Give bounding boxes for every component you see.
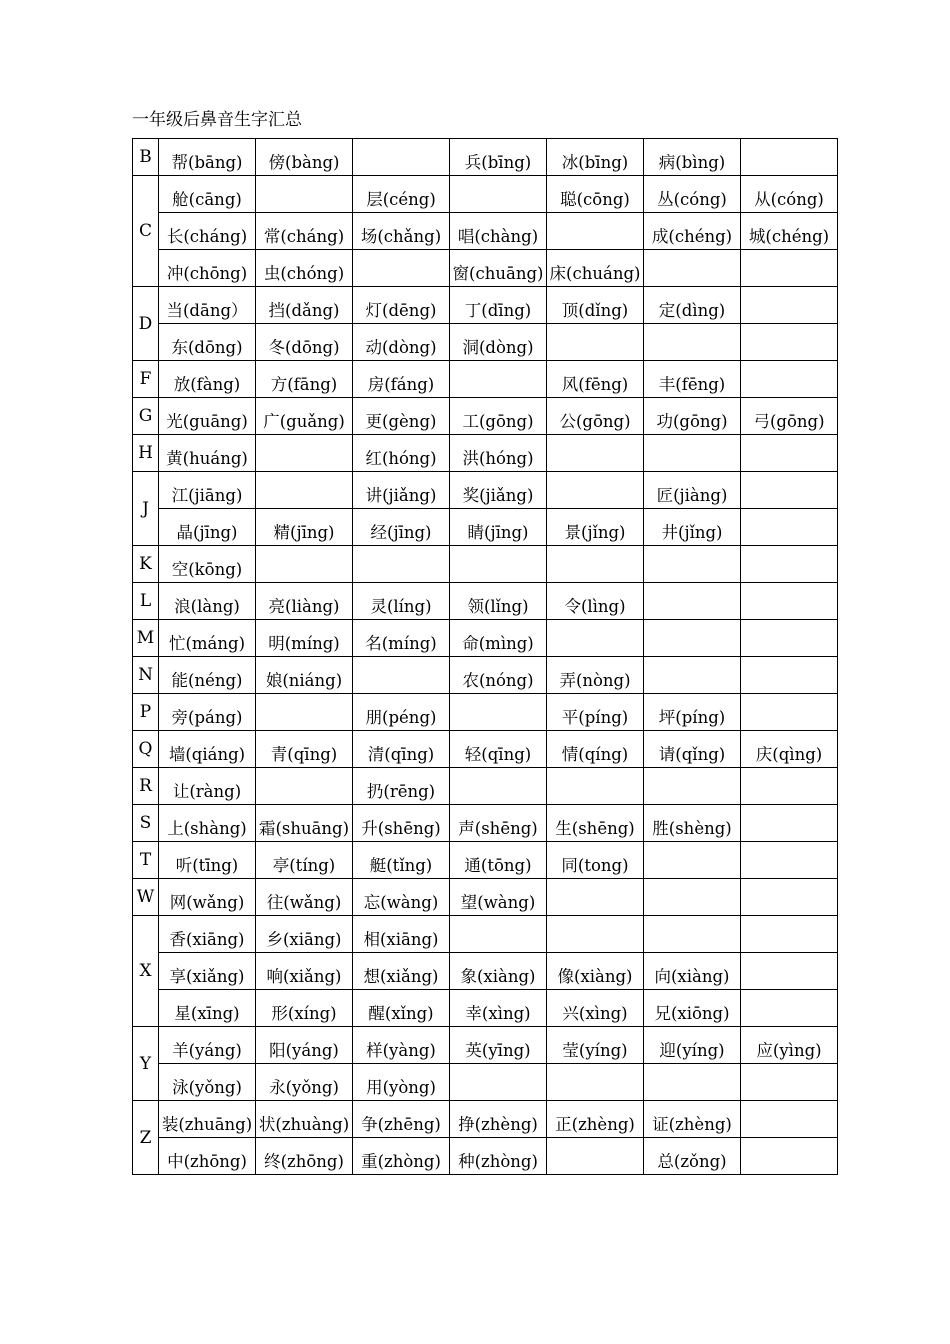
character-cell: 向(xiàng): [644, 953, 741, 990]
character-cell: 定(dìng): [644, 287, 741, 324]
character-cell: 亮(liàng): [256, 583, 353, 620]
character-cell: [450, 1064, 547, 1101]
table-row: [133, 250, 838, 287]
character-cell: [450, 916, 547, 953]
character-cell: 虫(chóng): [256, 250, 353, 287]
character-cell: 用(yòng): [353, 1064, 450, 1101]
character-cell: 平(píng): [547, 694, 644, 731]
character-cell: [547, 213, 644, 250]
character-cell: 上(shàng): [159, 805, 256, 842]
character-cell: [547, 435, 644, 472]
character-cell: [741, 509, 838, 546]
character-cell: 舱(cāng): [159, 176, 256, 213]
character-cell: 状(zhuàng): [256, 1101, 353, 1138]
character-cell: 洞(dòng): [450, 324, 547, 361]
character-cell: [644, 546, 741, 583]
character-cell: [353, 657, 450, 694]
character-cell: [644, 620, 741, 657]
character-cell: 象(xiàng): [450, 953, 547, 990]
character-cell: 乡(xiāng): [256, 916, 353, 953]
character-cell: 挡(dǎng): [256, 287, 353, 324]
character-cell: [644, 250, 741, 287]
character-cell: [450, 694, 547, 731]
character-cell: 从(cóng): [741, 176, 838, 213]
character-cell: 泳(yǒng): [159, 1064, 256, 1101]
table-row: [133, 583, 838, 620]
character-cell: 功(gōng): [644, 398, 741, 435]
character-cell: 忙(máng): [159, 620, 256, 657]
table-row: [133, 842, 838, 879]
character-cell: [741, 472, 838, 509]
character-cell: [741, 842, 838, 879]
character-cell: 经(jīng): [353, 509, 450, 546]
character-cell: [741, 546, 838, 583]
character-cell: [450, 361, 547, 398]
character-cell: 中(zhōng): [159, 1138, 256, 1175]
character-cell: 灯(dēng): [353, 287, 450, 324]
character-table: [132, 138, 838, 1175]
character-cell: 情(qíng): [547, 731, 644, 768]
character-cell: 迎(yíng): [644, 1027, 741, 1064]
initial-letter: L: [133, 583, 159, 620]
initial-letter: R: [133, 768, 159, 805]
character-cell: [741, 139, 838, 176]
character-cell: [256, 472, 353, 509]
character-cell: 领(lǐng): [450, 583, 547, 620]
table-row: [133, 287, 838, 324]
character-cell: 兵(bīng): [450, 139, 547, 176]
character-cell: [741, 250, 838, 287]
character-cell: 公(gōng): [547, 398, 644, 435]
character-cell: 相(xiāng): [353, 916, 450, 953]
character-cell: 争(zhēng): [353, 1101, 450, 1138]
table-row: [133, 139, 838, 176]
character-cell: 弄(nòng): [547, 657, 644, 694]
character-cell: 景(jǐng): [547, 509, 644, 546]
character-cell: [450, 768, 547, 805]
character-cell: 房(fáng): [353, 361, 450, 398]
character-cell: 匠(jiàng): [644, 472, 741, 509]
initial-letter: B: [133, 139, 159, 176]
character-cell: [741, 583, 838, 620]
initial-letter: T: [133, 842, 159, 879]
character-cell: 红(hóng): [353, 435, 450, 472]
character-cell: 丛(cóng): [644, 176, 741, 213]
character-cell: 重(zhòng): [353, 1138, 450, 1175]
character-cell: 风(fēng): [547, 361, 644, 398]
character-cell: 精(jīng): [256, 509, 353, 546]
character-cell: 种(zhòng): [450, 1138, 547, 1175]
character-cell: 洪(hóng): [450, 435, 547, 472]
table-row: [133, 768, 838, 805]
character-cell: [547, 879, 644, 916]
initial-letter: N: [133, 657, 159, 694]
character-cell: [644, 583, 741, 620]
character-cell: 浪(làng): [159, 583, 256, 620]
character-cell: [450, 176, 547, 213]
character-cell: 层(céng): [353, 176, 450, 213]
character-cell: 听(tīng): [159, 842, 256, 879]
character-cell: [547, 324, 644, 361]
character-cell: 羊(yáng): [159, 1027, 256, 1064]
character-cell: 升(shēng): [353, 805, 450, 842]
character-cell: 忘(wàng): [353, 879, 450, 916]
table-row: [133, 953, 838, 990]
character-cell: 正(zhèng): [547, 1101, 644, 1138]
character-cell: [741, 1064, 838, 1101]
table-row: [133, 1138, 838, 1175]
character-cell: 冬(dōng): [256, 324, 353, 361]
character-cell: 帮(bāng): [159, 139, 256, 176]
character-cell: 放(fàng): [159, 361, 256, 398]
initial-letter: M: [133, 620, 159, 657]
character-cell: [644, 768, 741, 805]
table-row: [133, 213, 838, 250]
character-cell: 艇(tǐng): [353, 842, 450, 879]
character-cell: [547, 916, 644, 953]
character-cell: 让(ràng): [159, 768, 256, 805]
initial-letter: X: [133, 916, 159, 1027]
character-cell: 能(néng): [159, 657, 256, 694]
character-cell: 坪(píng): [644, 694, 741, 731]
table-row: [133, 509, 838, 546]
character-cell: 享(xiǎng): [159, 953, 256, 990]
character-cell: 通(tōng): [450, 842, 547, 879]
character-cell: 霜(shuāng): [256, 805, 353, 842]
character-cell: 胜(shèng): [644, 805, 741, 842]
character-cell: [353, 250, 450, 287]
initial-letter: Q: [133, 731, 159, 768]
character-cell: 常(cháng): [256, 213, 353, 250]
character-cell: 应(yìng): [741, 1027, 838, 1064]
character-cell: 英(yīng): [450, 1027, 547, 1064]
character-cell: 明(míng): [256, 620, 353, 657]
character-cell: 江(jiāng): [159, 472, 256, 509]
character-cell: [741, 768, 838, 805]
character-cell: 网(wǎng): [159, 879, 256, 916]
character-cell: [644, 435, 741, 472]
character-cell: 亭(tíng): [256, 842, 353, 879]
character-cell: [256, 176, 353, 213]
character-cell: 工(gōng): [450, 398, 547, 435]
character-cell: 挣(zhèng): [450, 1101, 547, 1138]
character-cell: 东(dōng): [159, 324, 256, 361]
character-cell: 总(zǒng): [644, 1138, 741, 1175]
table-row: [133, 879, 838, 916]
character-cell: [256, 694, 353, 731]
character-cell: 动(dòng): [353, 324, 450, 361]
character-cell: 往(wǎng): [256, 879, 353, 916]
character-cell: 床(chuáng): [547, 250, 644, 287]
character-cell: 井(jǐng): [644, 509, 741, 546]
character-cell: 扔(rēng): [353, 768, 450, 805]
character-cell: 永(yǒng): [256, 1064, 353, 1101]
character-cell: 墙(qiáng): [159, 731, 256, 768]
character-cell: 形(xíng): [256, 990, 353, 1027]
character-cell: [741, 361, 838, 398]
initial-letter: F: [133, 361, 159, 398]
character-cell: 傍(bàng): [256, 139, 353, 176]
character-cell: [741, 1138, 838, 1175]
character-cell: [644, 1064, 741, 1101]
table-row: [133, 657, 838, 694]
character-cell: [741, 916, 838, 953]
character-cell: 空(kōng): [159, 546, 256, 583]
character-cell: [353, 546, 450, 583]
character-cell: 幸(xìng): [450, 990, 547, 1027]
character-cell: [256, 546, 353, 583]
page-title: 一年级后鼻音生字汇总: [132, 110, 302, 130]
initial-letter: K: [133, 546, 159, 583]
character-cell: 冰(bīng): [547, 139, 644, 176]
character-cell: [547, 1064, 644, 1101]
character-cell: [547, 1138, 644, 1175]
initial-letter: D: [133, 287, 159, 361]
character-cell: 兄(xiōng): [644, 990, 741, 1027]
character-cell: [741, 324, 838, 361]
table-row: [133, 472, 838, 509]
character-cell: 轻(qīng): [450, 731, 547, 768]
initial-letter: Z: [133, 1101, 159, 1175]
character-cell: 望(wàng): [450, 879, 547, 916]
table-row: [133, 916, 838, 953]
initial-letter: S: [133, 805, 159, 842]
character-cell: [547, 472, 644, 509]
character-cell: 朋(péng): [353, 694, 450, 731]
character-cell: 兴(xìng): [547, 990, 644, 1027]
table-row: [133, 694, 838, 731]
character-cell: [741, 435, 838, 472]
character-cell: [741, 990, 838, 1027]
character-cell: 方(fāng): [256, 361, 353, 398]
table-row: [133, 398, 838, 435]
character-cell: 广(guǎng): [256, 398, 353, 435]
initial-letter: J: [133, 472, 159, 546]
initial-letter: Y: [133, 1027, 159, 1101]
character-cell: 声(shēng): [450, 805, 547, 842]
character-cell: 成(chéng): [644, 213, 741, 250]
table-row: [133, 435, 838, 472]
character-cell: 灵(líng): [353, 583, 450, 620]
character-cell: 请(qǐng): [644, 731, 741, 768]
character-cell: [547, 546, 644, 583]
character-cell: [741, 620, 838, 657]
character-cell: 样(yàng): [353, 1027, 450, 1064]
character-cell: 长(cháng): [159, 213, 256, 250]
table-row: [133, 731, 838, 768]
character-cell: 病(bìng): [644, 139, 741, 176]
character-cell: [256, 435, 353, 472]
character-cell: 终(zhōng): [256, 1138, 353, 1175]
character-cell: 响(xiǎng): [256, 953, 353, 990]
character-cell: 阳(yáng): [256, 1027, 353, 1064]
character-cell: 令(lìng): [547, 583, 644, 620]
character-cell: 星(xīng): [159, 990, 256, 1027]
character-cell: 装(zhuāng): [159, 1101, 256, 1138]
character-cell: [644, 324, 741, 361]
character-cell: [644, 842, 741, 879]
character-cell: 奖(jiǎng): [450, 472, 547, 509]
table-row: [133, 324, 838, 361]
character-cell: 庆(qìng): [741, 731, 838, 768]
character-cell: [547, 620, 644, 657]
character-cell: [256, 768, 353, 805]
character-cell: [741, 805, 838, 842]
table-row: [133, 361, 838, 398]
initial-letter: H: [133, 435, 159, 472]
character-cell: [353, 139, 450, 176]
character-cell: 唱(chàng): [450, 213, 547, 250]
initial-letter: P: [133, 694, 159, 731]
character-cell: 同(tong): [547, 842, 644, 879]
character-cell: 莹(yíng): [547, 1027, 644, 1064]
character-cell: 顶(dǐng): [547, 287, 644, 324]
character-cell: [644, 879, 741, 916]
character-cell: 醒(xǐng): [353, 990, 450, 1027]
character-cell: [741, 953, 838, 990]
character-cell: 黄(huáng): [159, 435, 256, 472]
character-cell: 想(xiǎng): [353, 953, 450, 990]
character-cell: [741, 879, 838, 916]
initial-letter: W: [133, 879, 159, 916]
character-cell: 证(zhèng): [644, 1101, 741, 1138]
table-row: [133, 805, 838, 842]
character-cell: [644, 657, 741, 694]
character-cell: 清(qīng): [353, 731, 450, 768]
table-row: [133, 546, 838, 583]
character-cell: 城(chéng): [741, 213, 838, 250]
table-row: [133, 176, 838, 213]
character-cell: 香(xiāng): [159, 916, 256, 953]
character-cell: [741, 1101, 838, 1138]
initial-letter: G: [133, 398, 159, 435]
character-cell: 讲(jiǎng): [353, 472, 450, 509]
character-cell: 晶(jīng): [159, 509, 256, 546]
character-cell: [644, 916, 741, 953]
character-cell: 冲(chōng): [159, 250, 256, 287]
character-cell: 名(míng): [353, 620, 450, 657]
character-cell: 当(dāng）: [159, 287, 256, 324]
character-cell: [450, 546, 547, 583]
character-cell: [547, 768, 644, 805]
table-row: [133, 1064, 838, 1101]
character-cell: 娘(niáng): [256, 657, 353, 694]
character-cell: 弓(gōng): [741, 398, 838, 435]
character-cell: 窗(chuāng): [450, 250, 547, 287]
table-row: [133, 1027, 838, 1064]
table-row: [133, 620, 838, 657]
character-cell: 生(shēng): [547, 805, 644, 842]
character-cell: 旁(páng): [159, 694, 256, 731]
character-cell: 像(xiàng): [547, 953, 644, 990]
character-cell: [741, 657, 838, 694]
character-cell: 更(gèng): [353, 398, 450, 435]
character-cell: [741, 287, 838, 324]
character-cell: 丰(fēng): [644, 361, 741, 398]
initial-letter: C: [133, 176, 159, 287]
character-cell: 农(nóng): [450, 657, 547, 694]
character-cell: 聪(cōng): [547, 176, 644, 213]
character-cell: 丁(dīng): [450, 287, 547, 324]
character-cell: 命(mìng): [450, 620, 547, 657]
character-cell: 光(guāng): [159, 398, 256, 435]
table-row: [133, 1101, 838, 1138]
character-cell: [741, 694, 838, 731]
character-cell: 睛(jīng): [450, 509, 547, 546]
character-cell: 青(qīng): [256, 731, 353, 768]
table-row: [133, 990, 838, 1027]
character-cell: 场(chǎng): [353, 213, 450, 250]
